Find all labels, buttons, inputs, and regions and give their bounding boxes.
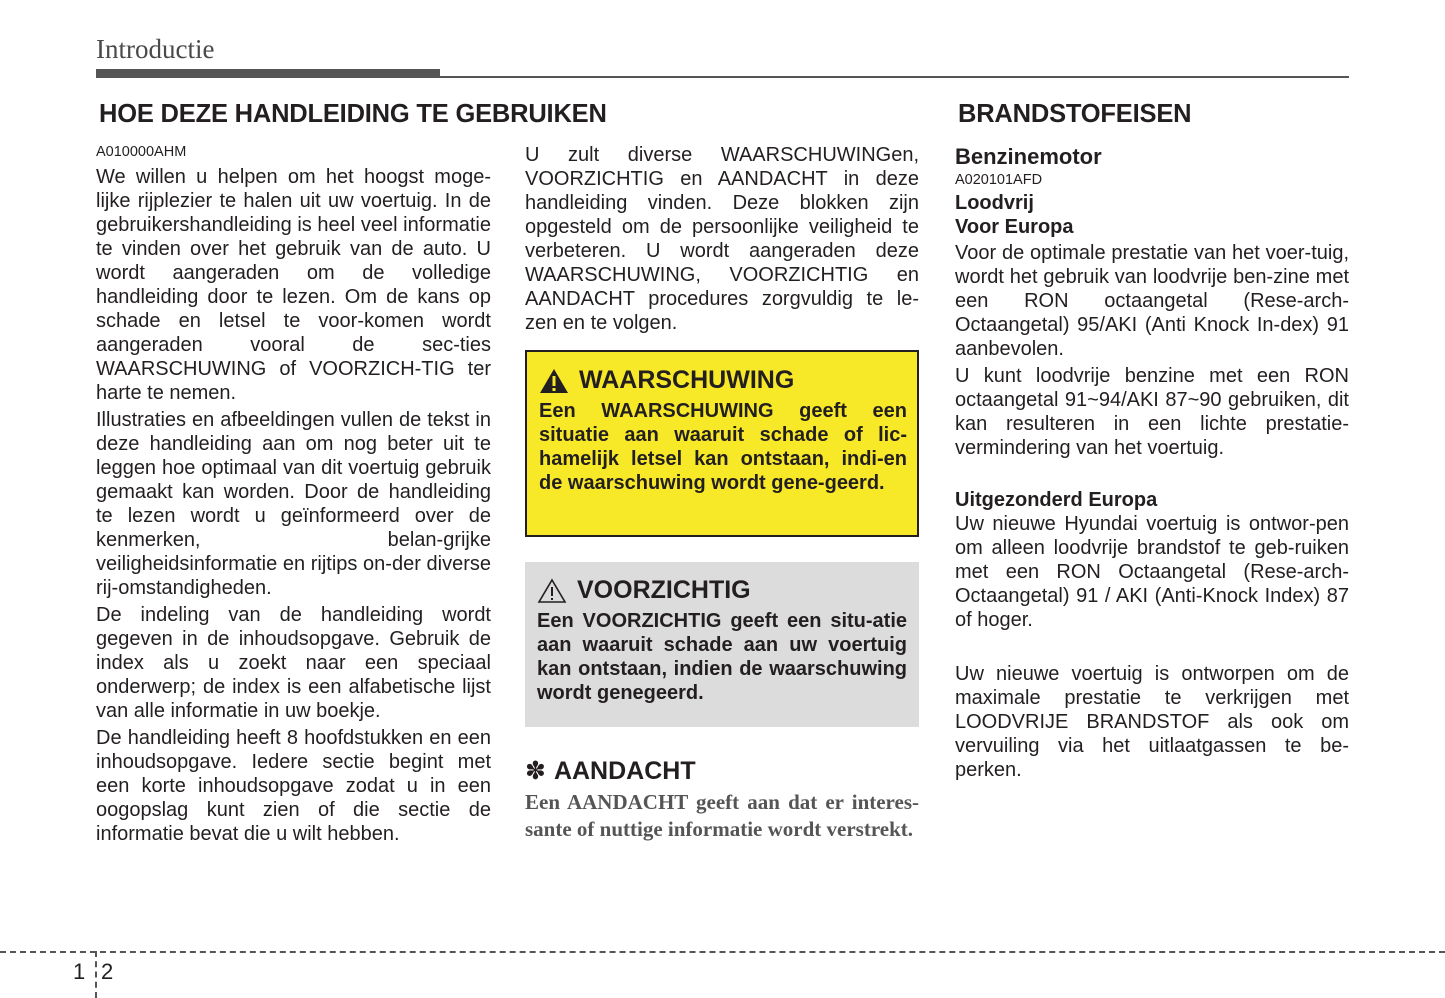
right-column (955, 143, 1349, 785)
warning-triangle-icon (539, 368, 569, 394)
left-column (96, 143, 491, 849)
label-voor-europa: Voor Europa (955, 216, 1074, 238)
caution-title-text: VOORZICHTIG (577, 576, 751, 604)
left-heading: HOE DEZE HANDLEIDING TE GEBRUIKEN (99, 100, 607, 128)
warning-text: Een WAARSCHUWING geeft een situatie aan waaruit schade of lic-hamelijk letsel kan ontstaan, indi-en de waarschuwing wordt gene-geerd. (539, 400, 907, 494)
left-paragraph-3: De indeling van de handleiding wordt gegeven in de inhoudsopgave. Gebruik de index als u zoekt naar een speciaal onderwerp; de index is een alfabetische lijst van alle informatie in uw boekje. (96, 604, 491, 722)
left-paragraph-2: Illustraties en afbeeldingen vullen de tekst in deze handleiding aan om nog beter uit te leggen hoe optimaal van dit voertuig gebruik gemaakt kan worden. Door de handleiding te lezen wordt u geïnformeerd over de kenmerken, belan-grijke veiligheidsinformatie en rijtips on-der diverse rij-omstandigheden. (96, 409, 491, 599)
right-paragraph-3: Uw nieuwe Hyundai voertuig is ontwor-pen om alleen loodvrije brandstof te geb-ruiken met een RON Octaangetal (Rese-arch-Octaangetal) 91 / AKI (Anti-Knock Index) 87 of hoger. (955, 513, 1349, 631)
middle-intro: U zult diverse WAARSCHUWINGen, VOORZICHTIG en AANDACHT in deze handleiding vinden. Deze blokken zijn opgesteld om de persoonlijke veiligheid te verbeteren. U wordt aangeraden deze WAARSCHUWING, VOORZICHTIG en AANDACHT procedures zorgvuldig te le-zen en te volgen. (525, 144, 919, 334)
caution-triangle-icon (537, 578, 567, 604)
warning-box (525, 350, 919, 537)
header-rule-thick (96, 69, 440, 78)
note-title (525, 756, 696, 786)
right-heading: BRANDSTOFEISEN (958, 100, 1192, 128)
label-uitgezonderd-europa: Uitgezonderd Europa (955, 489, 1158, 511)
footer-vertical-dotted-line (95, 951, 97, 998)
note-text: Een AANDACHT geeft aan dat er interes-sante of nuttige informatie wordt verstrekt. (525, 790, 919, 841)
left-code: A010000AHM (96, 144, 187, 160)
warning-title (539, 366, 794, 395)
caution-title (537, 576, 751, 605)
chapter-number: 1 (73, 959, 86, 984)
label-loodvrij: Loodvrij (955, 192, 1034, 214)
left-paragraph-1: We willen u helpen om het hoogst moge-lijke rijplezier te halen uit uw voertuig. In de gebruikershandleiding is heel veel informatie te vinden over het gebruik van de auto. U wordt aangeraden om de volledige handleiding door te lezen. Om de kans op schade en letsel te voor-komen wordt aangeraden vooral de sec-ties WAARSCHUWING of VOORZICH-TIG ter harte te nemen. (96, 166, 491, 404)
footer-dotted-line (0, 951, 1445, 953)
right-subheading: Benzinemotor (955, 144, 1102, 169)
right-code: A020101AFD (955, 172, 1043, 188)
right-paragraph-4: Uw nieuwe voertuig is ontworpen om de maximale prestatie te verkrijgen met LOODVRIJE BRANDSTOF als ook om vervuiling via het uitlaatgassen te be-perken. (955, 663, 1349, 781)
warning-title-text: WAARSCHUWING (579, 366, 795, 394)
header-rule-thin (440, 76, 1349, 78)
left-paragraph-4: De handleiding heeft 8 hoofdstukken en een inhoudsopgave. Iedere sectie begint met een korte inhoudsopgave zodat u in een oogopslag kunt zien of die sectie de informatie bevat die u wilt hebben. (96, 727, 491, 845)
right-paragraph-1: Voor de optimale prestatie van het voer-tuig, wordt het gebruik van loodvrije ben-zine met een RON octaangetal (Rese-arch-Octaangetal) 95/AKI (Anti Knock In-dex) 91 aanbevolen. (955, 242, 1349, 360)
section-title: Introductie (96, 34, 215, 64)
right-paragraph-2: U kunt loodvrije benzine met een RON octaangetal 91~94/AKI 87~90 gebruiken, dit kan resulteren in een lichte prestatie-vermindering van het voertuig. (955, 365, 1349, 459)
caution-text: Een VOORZICHTIG geeft een situ-atie aan waaruit schade aan uw voertuig kan ontstaan, indien de waarschuwing wordt genegeerd. (537, 610, 907, 704)
caution-box (525, 562, 919, 727)
note-asterisk-icon: ✽ (525, 757, 546, 785)
note-title-text: AANDACHT (553, 756, 696, 785)
page-number: 2 (101, 959, 114, 984)
middle-column (525, 143, 919, 338)
